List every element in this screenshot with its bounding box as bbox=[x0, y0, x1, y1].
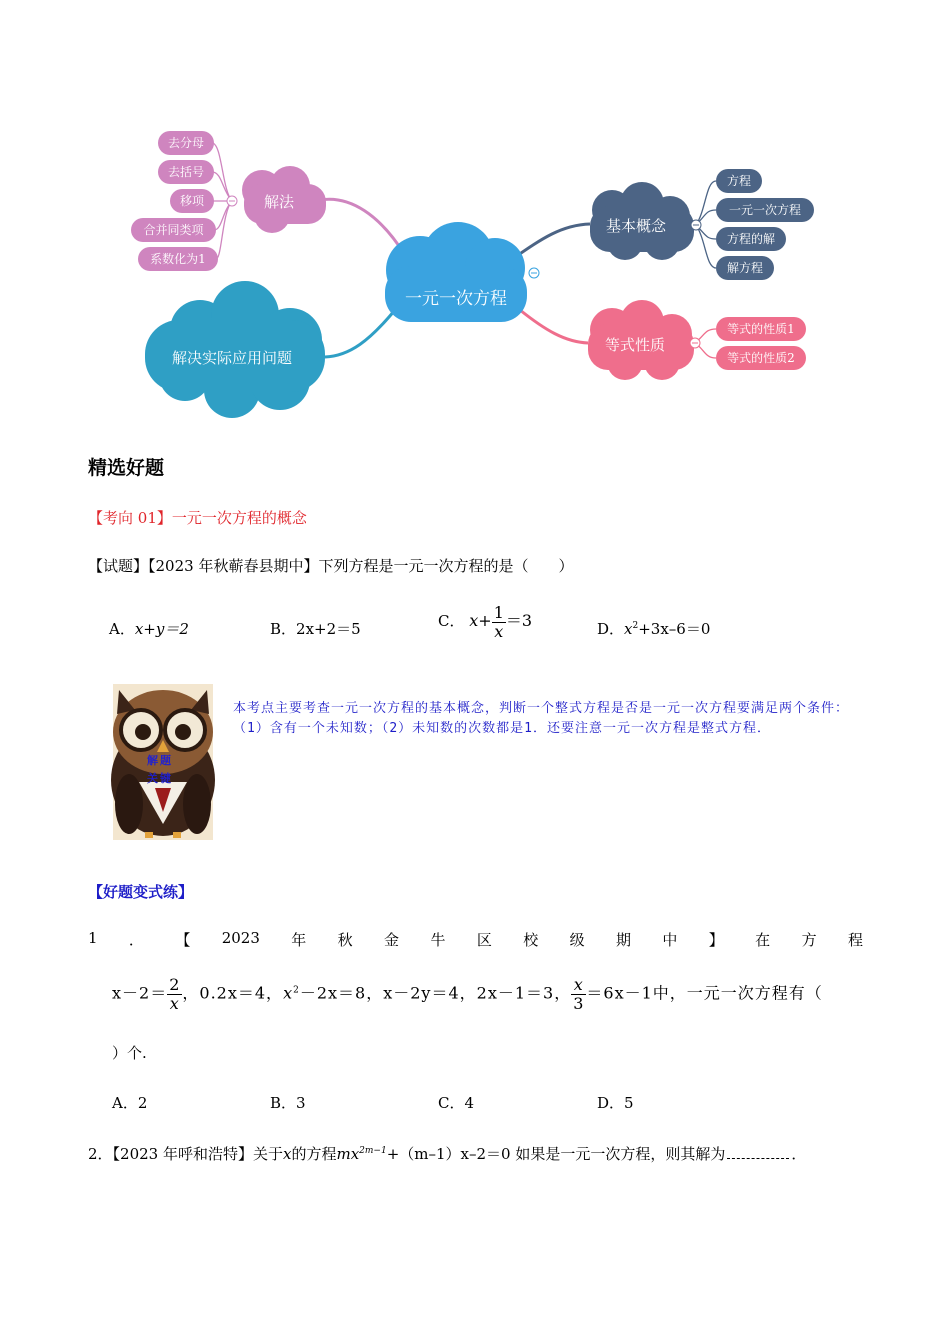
q1-token: 级 bbox=[569, 931, 585, 949]
topic-bracket-close: 】 bbox=[156, 509, 172, 527]
q1-token: 期 bbox=[616, 931, 632, 949]
q0-c-den: x bbox=[494, 621, 504, 641]
mindmap-center-label: 一元一次方程 bbox=[405, 289, 507, 309]
q1-eq5-num: x bbox=[571, 976, 586, 995]
leaf-solution-2: 去括号 bbox=[158, 160, 214, 184]
q1-token: 金 bbox=[384, 931, 400, 949]
q2-rest: +（m–1）x–2＝0 如果是一元一次方程，则其解为 bbox=[386, 1145, 726, 1163]
topic-tag: 考向 01 bbox=[103, 509, 157, 527]
q1-token: 2023 bbox=[221, 929, 260, 947]
q1-eq1a: x－2＝ bbox=[112, 983, 168, 1003]
q1-eq5-rest: ＝6x－1中，一元一次方程有（ bbox=[586, 983, 823, 1003]
q0-prompt: 【试题】【2023 年秋蕲春县期中】下列方程是一元一次方程的是（ ） bbox=[88, 557, 574, 575]
q2-prefix: 2．【2023 年呼和浩特】关于 bbox=[88, 1145, 283, 1163]
q0-c-fraction bbox=[492, 604, 506, 640]
leaf-solution-4: 合并同类项 bbox=[131, 218, 216, 242]
q1-token: ． bbox=[128, 931, 144, 949]
q0-d-rest: +3x–6＝0 bbox=[638, 620, 711, 638]
q1-token: 程 bbox=[847, 931, 863, 949]
q1-choice-c: C．4 bbox=[438, 1094, 475, 1112]
q0-option-d bbox=[597, 618, 710, 639]
q1-header bbox=[88, 929, 863, 950]
mindmap-application-label: 解决实际应用问题 bbox=[171, 349, 292, 367]
leaf-solution-5: 系数化为1 bbox=[138, 247, 218, 271]
q0-a-eq: x+y＝2 bbox=[134, 620, 189, 638]
q1-eq3b: －2x＝8， bbox=[299, 983, 384, 1003]
q2-exp: 2m−1 bbox=[359, 1146, 387, 1156]
q0-option-a bbox=[109, 618, 189, 639]
q1-equations bbox=[112, 976, 823, 1012]
q0-c-num: 1 bbox=[493, 603, 504, 622]
q1-token: 中 bbox=[662, 931, 678, 949]
leaf-equality-2: 等式的性质2 bbox=[716, 346, 806, 370]
q1-eq3-sup: 2 bbox=[293, 985, 300, 996]
q1-choice-d: D．5 bbox=[597, 1094, 634, 1112]
topic-bracket-open: 【 bbox=[88, 509, 104, 527]
owl-illustration bbox=[105, 684, 221, 840]
q1-choice-b: B．3 bbox=[270, 1094, 306, 1112]
q1-token: 秋 bbox=[337, 931, 353, 949]
leaf-basic-4: 解方程 bbox=[716, 256, 774, 280]
mindmap-basic-label: 基本概念 bbox=[605, 217, 666, 235]
leaf-basic-1: 方程 bbox=[716, 169, 762, 193]
connector-center-application bbox=[325, 310, 395, 357]
leaf-solution-3: 移项 bbox=[170, 189, 214, 213]
connector-center-equality bbox=[520, 310, 588, 343]
connector-center-solution bbox=[320, 199, 405, 255]
q1-token: 1 bbox=[88, 929, 98, 947]
topic-heading bbox=[88, 507, 307, 528]
q2-mx: mx bbox=[336, 1145, 360, 1163]
q1-token: 校 bbox=[523, 931, 539, 949]
q1-token: 在 bbox=[755, 931, 771, 949]
q0-a-label: A． bbox=[109, 620, 135, 638]
q1-line3: ）个. bbox=[112, 1044, 147, 1062]
q0-d-x: x bbox=[624, 620, 633, 638]
q0-c-rest: ＝3 bbox=[505, 611, 533, 631]
q1-token: 年 bbox=[291, 931, 307, 949]
q1-eq5-den: 3 bbox=[573, 993, 585, 1013]
q2-prompt bbox=[88, 1143, 806, 1164]
q1-token: 【 bbox=[175, 931, 191, 949]
q0-d-label: D． bbox=[597, 620, 625, 638]
q0-option-b bbox=[270, 618, 361, 639]
leaf-basic-3: 方程的解 bbox=[716, 227, 786, 251]
q2-mid: 的方程 bbox=[291, 1145, 337, 1163]
leaf-solution-1: 去分母 bbox=[158, 131, 214, 155]
q1-eq1-num: 2 bbox=[169, 975, 181, 994]
q2-x: x bbox=[283, 1145, 292, 1163]
q1-token: 区 bbox=[476, 931, 492, 949]
mind-map bbox=[0, 0, 950, 430]
q1-choice-a: A．2 bbox=[112, 1094, 148, 1112]
leaf-equality-1: 等式的性质1 bbox=[716, 317, 806, 341]
q1-eq5-fraction bbox=[571, 976, 586, 1012]
q1-token: 】 bbox=[708, 931, 724, 949]
practice-title: 【好题变式练】 bbox=[88, 883, 194, 901]
q2-end: ． bbox=[791, 1145, 807, 1163]
q1-token: 牛 bbox=[430, 931, 446, 949]
owl-caption-2: 关键 bbox=[147, 772, 173, 785]
q0-b-label: B． bbox=[270, 620, 297, 638]
q2-answer-blank[interactable] bbox=[727, 1148, 789, 1159]
q0-c-x: x bbox=[469, 611, 479, 631]
mindmap-solution-label: 解法 bbox=[263, 193, 294, 211]
owl-caption-1: 解题 bbox=[147, 754, 173, 767]
q0-c-label: C． bbox=[438, 612, 465, 631]
q1-eq1-fraction bbox=[167, 976, 182, 1012]
leaf-basic-2: 一元一次方程 bbox=[716, 198, 814, 222]
analysis-text: 本考点主要考查一元一次方程的基本概念，判断一个整式方程是否是一元一次方程要满足两个条件：（1）含有一个未知数；（2）未知数的次数都是1．还要注意一元一次方程是整式方程． bbox=[233, 701, 850, 736]
q1-eq2: ，0.2x＝4， bbox=[182, 983, 284, 1003]
q0-c-plus: + bbox=[478, 611, 492, 631]
q0-b-eq: 2x+2＝5 bbox=[296, 620, 361, 638]
q1-eq1-den: x bbox=[169, 993, 180, 1013]
section-title: 精选好题 bbox=[88, 457, 165, 479]
q0-option-c bbox=[438, 604, 532, 640]
q0-d-sup: 2 bbox=[632, 621, 639, 631]
q1-eq3a: x bbox=[283, 983, 294, 1003]
mindmap-equality-label: 等式性质 bbox=[604, 336, 665, 354]
q1-eq4: x－2y＝4，2x－1＝3， bbox=[383, 983, 572, 1003]
topic-title: 一元一次方程的概念 bbox=[171, 509, 307, 527]
q1-token: 方 bbox=[801, 931, 817, 949]
